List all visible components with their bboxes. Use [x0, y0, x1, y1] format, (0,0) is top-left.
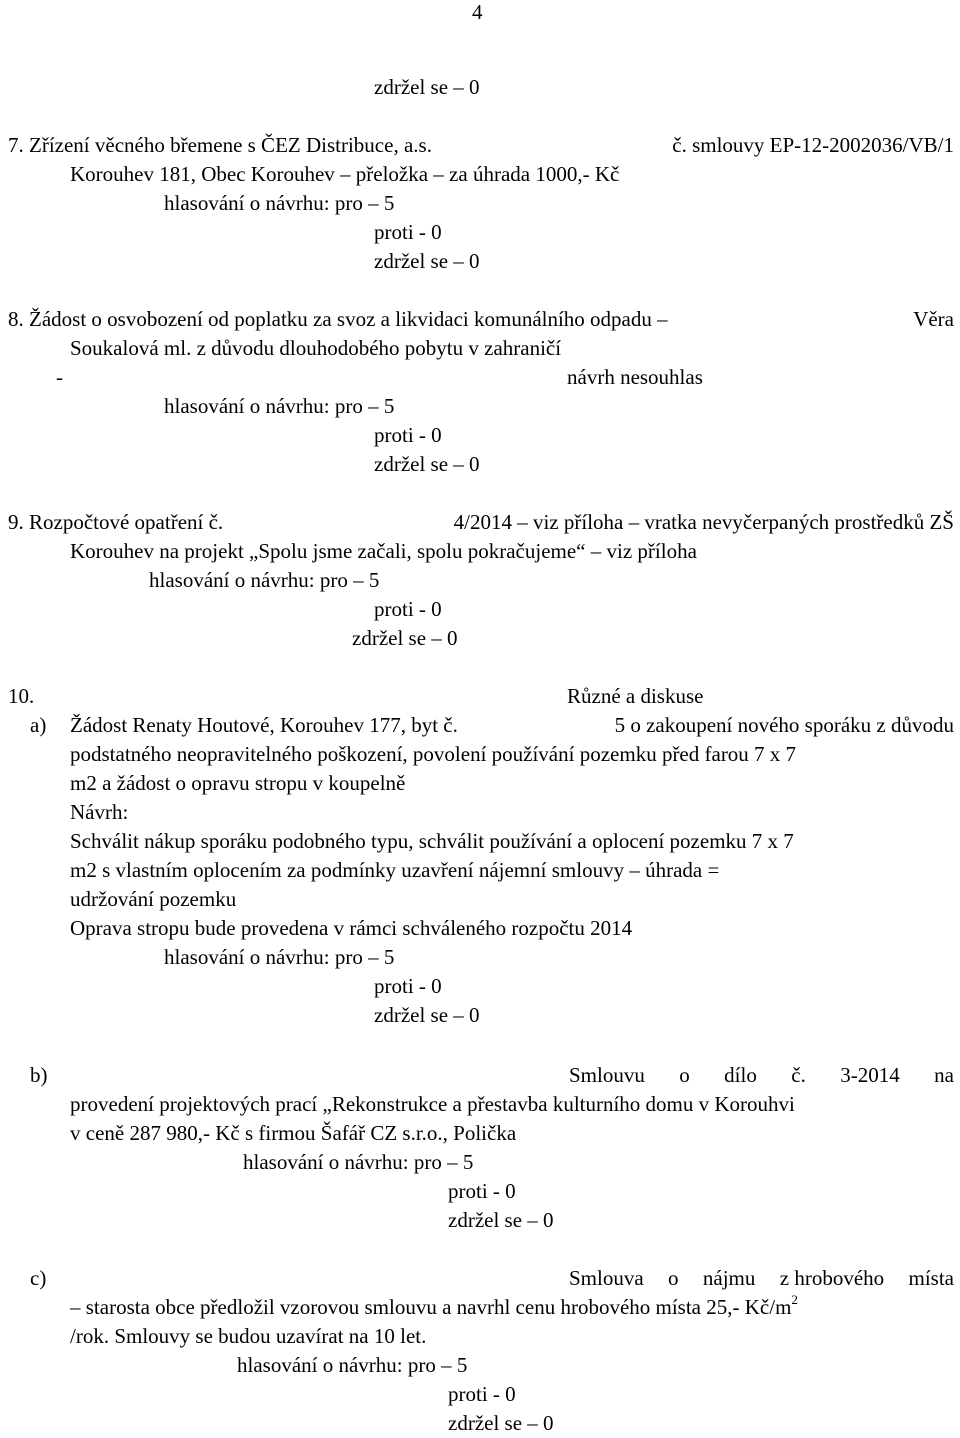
item-10a-line-2: podstatného neopravitelného poškození, povolení používání pozemku před farou 7 x 7 [70, 742, 797, 766]
vote-abstain: zdržel se – 0 [374, 249, 480, 273]
item-10-number: 10. [8, 684, 35, 708]
vote-for: hlasování o návrhu: pro – 5 [164, 191, 395, 215]
item-10a-line-1 [70, 711, 954, 740]
item-9-line-2: Korouhev na projekt „Spolu jsme začali, spolu pokračujeme“ – viz příloha [70, 539, 697, 563]
vote-against: proti - 0 [374, 974, 442, 998]
item-10b-word: na [934, 1063, 954, 1087]
vote-for: hlasování o návrhu: pro – 5 [164, 394, 395, 418]
vote-abstain: zdržel se – 0 [448, 1208, 554, 1232]
item-10a-proposal-label: Návrh: [70, 800, 129, 824]
item-10b-word: č. [791, 1063, 806, 1087]
item-10b-line-2: provedení projektových prací „Rekonstrukce a přestavba kulturního domu v Korouhvi [70, 1092, 795, 1116]
item-10a-label: a) [30, 713, 47, 737]
item-10a-request: Žádost Renaty Houtové, Korouhev 177, byt č. [70, 713, 458, 737]
page-number: 4 [472, 0, 483, 24]
item-10c-line-3: /rok. Smlouvy se budou uzavírat na 10 let. [70, 1324, 427, 1348]
item-10c-word: místa [908, 1266, 954, 1290]
vote-for: hlasování o návrhu: pro – 5 [243, 1150, 474, 1174]
item-10a-line-3: m2 a žádost o opravu stropu v koupelně [70, 771, 406, 795]
item-10b-word: dílo [724, 1063, 757, 1087]
vote-abstain: zdržel se – 0 [374, 1003, 480, 1027]
item-10a-line-8: Oprava stropu bude provedena v rámci schváleného rozpočtu 2014 [70, 916, 633, 940]
vote-against: proti - 0 [448, 1382, 516, 1406]
item-8-name: Věra [913, 307, 954, 331]
vote-for: hlasování o návrhu: pro – 5 [164, 945, 395, 969]
item-10b-label: b) [30, 1063, 48, 1087]
item-10c-word: z hrobového [779, 1266, 885, 1290]
item-10a-request-cont: 5 o zakoupení nového sporáku z důvodu [614, 713, 954, 737]
item-10c-line-2-text: – starosta obce předložil vzorovou smlouvu a navrhl cenu hrobového místa 25,- Kč/m [70, 1295, 792, 1319]
item-10c-word: nájmu [702, 1266, 756, 1290]
item-10-title: Různé a diskuse [567, 684, 704, 708]
item-7-line-1 [8, 131, 954, 160]
vote-abstain: zdržel se – 0 [352, 626, 458, 650]
item-10c-word: Smlouva [569, 1266, 644, 1290]
item-8-line-1 [8, 305, 954, 334]
vote-for: hlasování o návrhu: pro – 5 [237, 1353, 468, 1377]
item-10c-line-2 [70, 1293, 798, 1322]
vote-for: hlasování o návrhu: pro – 5 [149, 568, 380, 592]
item-8-title: 8. Žádost o osvobození od poplatku za svoz a likvidaci komunálního odpadu – [8, 307, 668, 331]
item-10b-line-3: v ceně 287 980,- Kč s firmou Šafář CZ s.r.o., Polička [70, 1121, 517, 1145]
item-8-dash: - [56, 365, 63, 389]
item-8-proposal: návrh nesouhlas [567, 365, 703, 389]
item-9-title: 9. Rozpočtové opatření č. [8, 510, 224, 534]
item-10b-word: Smlouvu [569, 1063, 645, 1087]
item-9-line-1 [8, 508, 954, 537]
item-10c-line-1 [569, 1264, 954, 1293]
item-10c-word: o [668, 1266, 679, 1290]
item-10a-line-6: m2 s vlastním oplocením za podmínky uzavření nájemní smlouvy – úhrada = [70, 858, 720, 882]
item-10c-superscript: 2 [791, 1292, 798, 1307]
item-10a-line-7: udržování pozemku [70, 887, 237, 911]
item-9-detail: 4/2014 – viz příloha – vratka nevyčerpaných prostředků ZŠ [453, 510, 954, 534]
vote-against: proti - 0 [448, 1179, 516, 1203]
item-10a-line-5: Schválit nákup sporáku podobného typu, schválit používání a oplocení pozemku 7 x 7 [70, 829, 794, 853]
item-7-contract: č. smlouvy EP-12-2002036/VB/1 [672, 133, 954, 157]
item-10c-label: c) [30, 1266, 47, 1290]
vote-against: proti - 0 [374, 597, 442, 621]
item-10b-line-1 [569, 1061, 954, 1090]
vote-abstain: zdržel se – 0 [374, 75, 480, 99]
vote-abstain: zdržel se – 0 [374, 452, 480, 476]
vote-against: proti - 0 [374, 423, 442, 447]
item-8-line-2: Soukalová ml. z důvodu dlouhodobého pobytu v zahraničí [70, 336, 562, 360]
item-7-title: 7. Zřízení věcného břemene s ČEZ Distribuce, a.s. [8, 133, 432, 157]
vote-against: proti - 0 [374, 220, 442, 244]
item-10b-word: 3-2014 [840, 1063, 900, 1087]
item-10b-word: o [679, 1063, 690, 1087]
item-7-line-2: Korouhev 181, Obec Korouhev – přeložka – za úhrada 1000,- Kč [70, 162, 620, 186]
vote-abstain: zdržel se – 0 [448, 1411, 554, 1435]
